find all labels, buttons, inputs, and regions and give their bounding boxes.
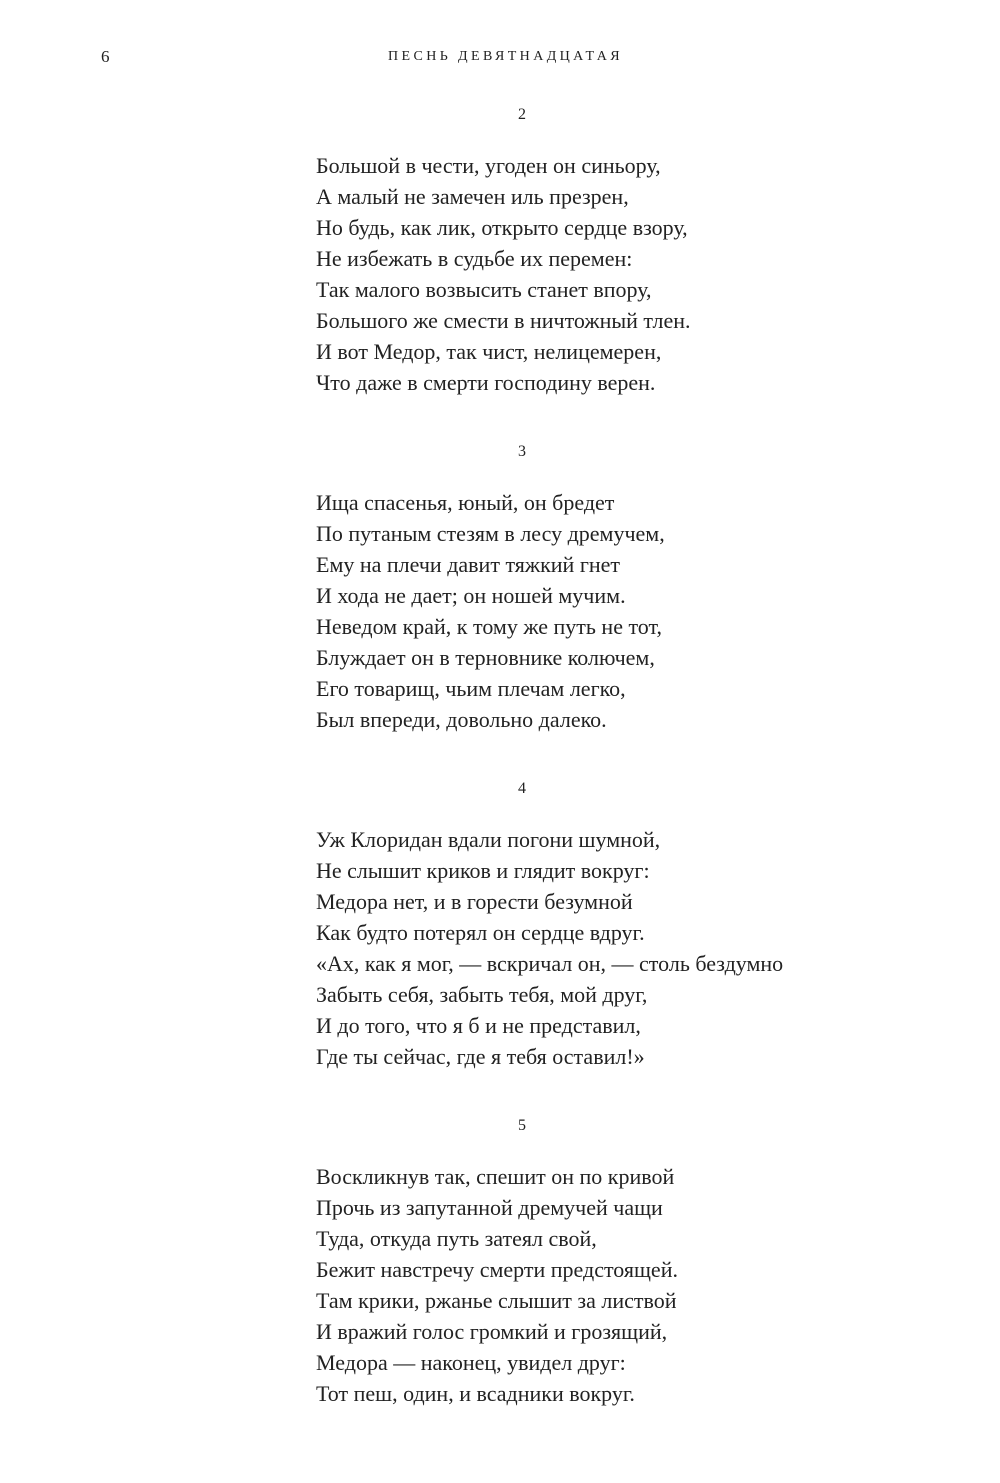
stanza-number: 5 (518, 1117, 526, 1134)
verse-line: Медора нет, и в горести безумной (316, 889, 633, 914)
stanza-number: 2 (518, 106, 526, 123)
stanza (316, 150, 936, 398)
verse-line: Забыть себя, забыть тебя, мой друг, (316, 982, 648, 1007)
verse-line: Ему на плечи давит тяжкий гнет (316, 552, 620, 577)
verse-line: Бежит навстречу смерти предстоящей. (316, 1257, 678, 1282)
stanza (316, 824, 936, 1072)
verse-line: Ища спасенья, юный, он бредет (316, 490, 615, 515)
verse-line: Но будь, как лик, открыто сердце взору, (316, 215, 688, 240)
verse-line: «Ах, как я мог, — вскричал он, — столь бездумно (316, 951, 784, 976)
verse-line: Так малого возвысить станет впору, (316, 277, 652, 302)
verse-line: Тот пеш, один, и всадники вокруг. (316, 1381, 635, 1406)
verse-line: Уж Клоридан вдали погони шумной, (316, 827, 661, 852)
verse-line: Большого же смести в ничтожный тлен. (316, 308, 691, 333)
verse-line: Туда, откуда путь затеял свой, (316, 1226, 597, 1251)
verse-line: Как будто потерял он сердце вдруг. (316, 920, 645, 945)
verse-line: Не избежать в судьбе их перемен: (316, 246, 633, 271)
verse-line: Там крики, ржанье слышит за листвой (316, 1288, 677, 1313)
running-title: ПЕСНЬ ДЕВЯТНАДЦАТАЯ (388, 49, 623, 64)
verse-line: И хода не дает; он ношей мучим. (316, 583, 626, 608)
verse-line: И вражий голос громкий и грозящий, (316, 1319, 668, 1344)
verse-line: Медора — наконец, увидел друг: (316, 1350, 626, 1375)
verse-line: По путаным стезям в лесу дремучем, (316, 521, 665, 546)
verse-line: Воскликнув так, спешит он по кривой (316, 1164, 675, 1189)
verse-line: Неведом край, к тому же путь не тот, (316, 614, 662, 639)
verse-line: Большой в чести, угоден он синьору, (316, 153, 661, 178)
verse-line: Его товарищ, чьим плечам легко, (316, 676, 626, 701)
verse-line: Что даже в смерти господину верен. (316, 370, 656, 395)
verse-line: Прочь из запутанной дремучей чащи (316, 1195, 663, 1220)
verse-line: Был впереди, довольно далеко. (316, 707, 607, 732)
page-number: 6 (101, 47, 110, 66)
verse-line: Где ты сейчас, где я тебя оставил!» (316, 1044, 645, 1069)
verse-line: Блуждает он в терновнике колючем, (316, 645, 655, 670)
verse-line: Не слышит криков и глядит вокруг: (316, 858, 650, 883)
verse-line: А малый не замечен иль презрен, (316, 184, 629, 209)
stanza-number: 3 (518, 443, 526, 460)
stanza (316, 1161, 936, 1409)
stanza (316, 487, 936, 735)
stanza-number: 4 (518, 780, 526, 797)
verse-line: И вот Медор, так чист, нелицемерен, (316, 339, 662, 364)
verse-line: И до того, что я б и не представил, (316, 1013, 641, 1038)
